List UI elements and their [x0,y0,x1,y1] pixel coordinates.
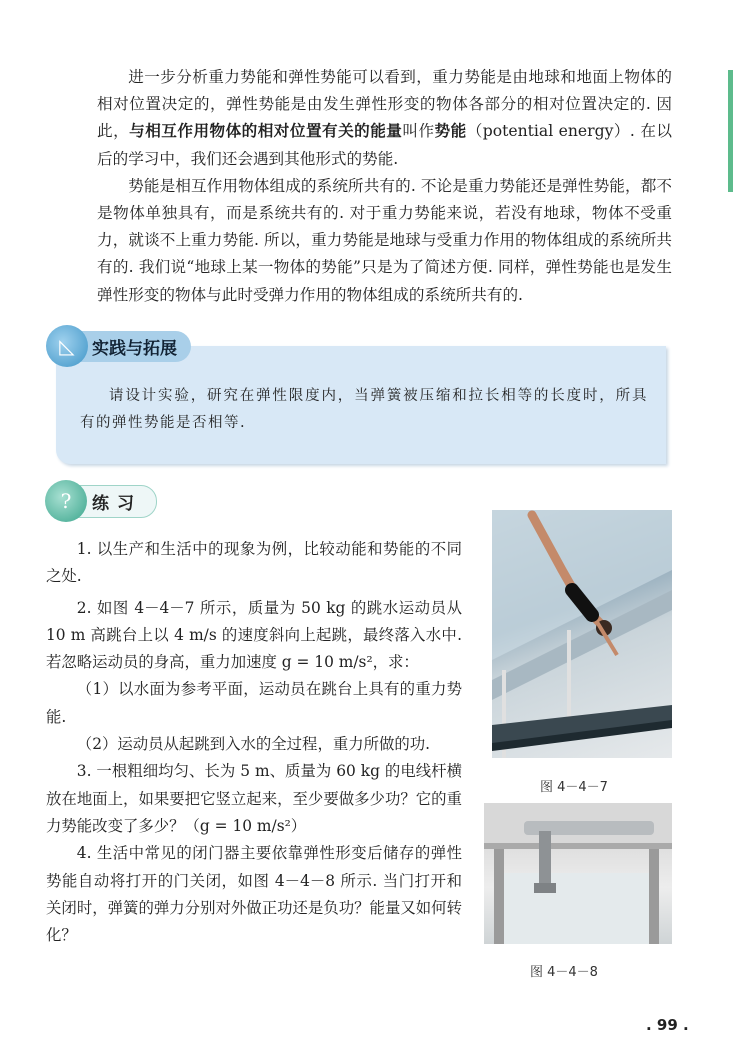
chapter-side-tab [728,70,733,192]
bold-term: 与相互作用物体的相对位置有关的能量 [129,122,403,141]
exercise-heading [45,480,157,522]
text: 叫作 [402,122,435,141]
paragraph-potential-energy-definition [97,64,672,173]
exercise-subitem: （2）运动员从起跳到入水的全过程，重力所做的功. [76,735,431,754]
figure-caption: 图 4－4－7 [540,780,608,795]
page-number: . 99 . [646,1016,689,1034]
practice-title: 实践与拓展 [78,331,191,362]
practice-paragraph: 请设计实验，研究在弹性限度内，当弹簧被压缩和拉长相等的长度时，所具有的弹性势能是否相等. [80,388,648,431]
exercise-item: 2. 如图 4－4－7 所示，质量为 50 kg 的跳水运动员从 10 m 高跳台上以 4 m/s 的速度斜向上起跳，最终落入水中. 若忽略运动员的身高，重力加速度 g = 10 m/s²，求： [46,598,462,672]
bold-term: 势能 [434,122,467,141]
exercise-list [46,536,462,949]
practice-text [80,383,648,437]
text: 进一步分析重力势能和弹性势能可以看到，重力势能是由地球和地面上物体的相对位置决定的，弹性势能是由发生弹性形变的物体各部分的相对位置决定的. 因此， [97,68,672,141]
paragraph-system: 势能是相互作用物体组成的系统所共有的. 不论是重力势能还是弹性势能，都不是物体单独具有，而是系统共有的. 对于重力势能来说，若没有地球，物体不受重力，就谈不上重力势能. 所以，重力势能是地球与受重力作用的物体组成的系统所共有的. 我们说“地球上某一物体的势能”只是为了简述方便. 同样，弹性势能也是发生弹性形变的物体与此时受弹力作用的物体组成的系统所共有的. [97,176,672,304]
door-closer-photo [484,803,672,944]
intro-text [97,64,672,309]
text: （potential energy）. 在以后的学习中，我们还会遇到其他形式的势能. [97,122,672,168]
exercise-subitem: （1）以水面为参考平面，运动员在跳台上具有的重力势能. [46,680,462,726]
practice-heading [46,325,191,367]
figure-caption: 图 4－4－8 [530,965,598,980]
exercise-item: 1. 以生产和生活中的现象为例，比较动能和势能的不同之处. [46,540,462,586]
triangle-ruler-icon: ◺ [46,325,88,367]
exercise-item: 3. 一根粗细均匀、长为 5 m、质量为 60 kg 的电线杆横放在地面上，如果要把它竖立起来，至少要做多少功？它的重力势能改变了多少？（g = 10 m/s²） [46,762,462,835]
diver-photo [492,510,672,758]
exercise-title: 练习 [77,485,157,518]
exercise-item: 4. 生活中常见的闭门器主要依靠弹性形变后储存的弹性势能自动将打开的门关闭，如图 4－4－8 所示. 当门打开和关闭时，弹簧的弹力分别对外做正功还是负功？能量又如何转化？ [46,844,462,945]
magnifier-question-icon: ? [45,480,87,522]
